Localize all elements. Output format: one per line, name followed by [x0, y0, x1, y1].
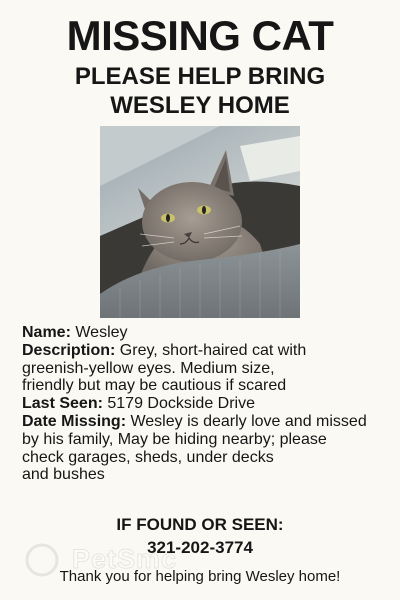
name-label: Name:: [22, 324, 71, 341]
contact-phone[interactable]: 321-202-3774: [147, 538, 253, 557]
last-seen-label: Last Seen:: [22, 395, 103, 413]
contact-heading: IF FOUND OR SEEN:: [116, 515, 284, 534]
name-value: Wesley: [75, 324, 128, 341]
name-row: [22, 324, 382, 342]
date-missing-value-line-2: by his family, May be hiding nearby; please: [22, 430, 327, 448]
description-value-line-1: Grey, short-haired cat with: [119, 341, 307, 359]
date-missing-label: Date Missing:: [22, 412, 127, 430]
poster-title: MISSING CAT: [66, 12, 334, 59]
date-missing-row-1: [22, 413, 382, 431]
date-missing-value-line-4: and bushes: [22, 466, 105, 484]
description-value-line-2: greenish-yellow eyes. Medium size,: [22, 359, 275, 377]
watermark-text: PetSmc: [72, 544, 178, 574]
poster-subtitle-line-2: WESLEY HOME: [110, 92, 290, 119]
description-row-1: [22, 342, 382, 360]
date-missing-value-line-3: check garages, sheds, under decks: [22, 448, 274, 466]
cat-photo: [100, 126, 300, 318]
thank-you-note: Thank you for helping bring Wesley home!: [59, 568, 341, 585]
last-seen-value: 5179 Dockside Drive: [107, 395, 255, 413]
cat-photo-illustration: [100, 126, 300, 318]
description-label: Description:: [22, 341, 116, 359]
poster-subtitle-line-1: PLEASE HELP BRING: [74, 63, 326, 90]
last-seen-row: [22, 395, 382, 413]
date-missing-value-line-1: Wesley is dearly love and missed: [130, 412, 367, 430]
description-value-line-3: friendly but may be cautious if scared: [22, 377, 287, 395]
cat-details: [22, 324, 382, 484]
